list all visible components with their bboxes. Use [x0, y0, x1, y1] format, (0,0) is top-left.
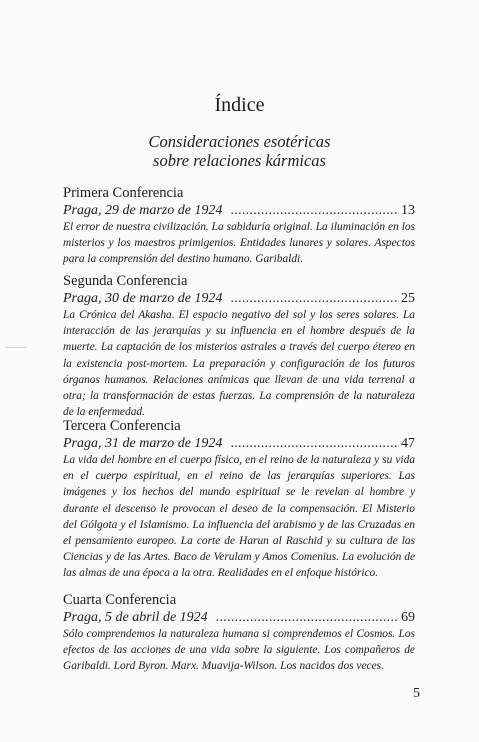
entry-heading: Segunda Conferencia — [63, 273, 188, 289]
subtitle-line: Consideraciones esotéricas — [148, 132, 331, 151]
entry-date: Praga, 5 de abril de 1924 — [63, 610, 208, 625]
entry-page-number: 69 — [401, 610, 415, 625]
entry-dateline — [63, 435, 415, 452]
entry-description: Sólo comprendemos la naturaleza humana si comprendemos el Cosmos. Los efectos de las acciones de una vida sobre la siguiente. Los compañeros de Garibaldi. Lord Byron. Marx. Muavija-Wilson. Los nacidos dos veces. — [63, 628, 415, 673]
entry-heading: Cuarta Conferencia — [63, 592, 177, 608]
page-title: Índice — [214, 94, 265, 116]
entry-heading: Tercera Conferencia — [63, 418, 181, 434]
entry-dateline — [63, 290, 415, 307]
entry-description: La Crónica del Akasha. El espacio negativo del sol y los seres solares. La interacción de las jerarquías y su influencia en el hombre después de la muerte. La captación de los misterios astrales a través del cuerpo étereo en la existencia post-mortem. La preparación y configuración de los futuros órganos humanos. Relaciones anímicas que llevan de una vida terrenal a otra; la transformación de estas fuerzas. La comprensión de la naturaleza de la enfermedad. — [63, 309, 415, 419]
entry-dateline — [63, 202, 415, 219]
leader-dots — [216, 609, 399, 626]
entry-date: Praga, 29 de marzo de 1924 — [63, 203, 223, 218]
entry-dateline — [63, 609, 415, 626]
leader-dots — [230, 202, 399, 219]
toc-entry-2 — [63, 273, 415, 420]
subtitle-line: sobre relaciones kármicas — [153, 151, 326, 170]
toc-entry-1 — [63, 185, 415, 268]
entry-heading: Primera Conferencia — [63, 185, 184, 201]
page-subtitle — [0, 132, 479, 170]
entry-description: La vida del hombre en el cuerpo físico, en el reino de la naturaleza y su vida en el cuerpo espiritual, en el reino de las jerarquías superiores. Las imágenes y los hechos del mundo espiritual se le revelan al hombre y durante el descenso le provocan el deseo de la compensación. El Misterio del Gólgota y el Islamismo. La influencia del arabismo y de las Cruzadas en el pensamiento europeo. La corte de Harun al Raschid y su cultura de las Ciencias y de las Artes. Baco de Verulam y Amos Comenius. La evolución de las almas de una época a la otra. Realidades en el enfoque histórico. — [63, 454, 415, 580]
leader-dots — [230, 290, 399, 307]
paper-mark — [5, 347, 27, 348]
entry-date: Praga, 30 de marzo de 1924 — [63, 291, 223, 306]
toc-entry-3 — [63, 418, 415, 582]
leader-dots — [230, 435, 399, 452]
folio-page-number: 5 — [413, 686, 420, 701]
entry-page-number: 47 — [401, 436, 415, 451]
entry-page-number: 13 — [401, 203, 415, 218]
entry-date: Praga, 31 de marzo de 1924 — [63, 436, 223, 451]
toc-entry-4 — [63, 592, 415, 675]
entry-description: El error de nuestra civilización. La sabiduría original. La iluminación en los misterios y los maestros primigenios. Entidades lunares y solares. Aspectos para la comprensión del destino humano. Garibaldi. — [63, 221, 415, 266]
entry-page-number: 25 — [401, 291, 415, 306]
